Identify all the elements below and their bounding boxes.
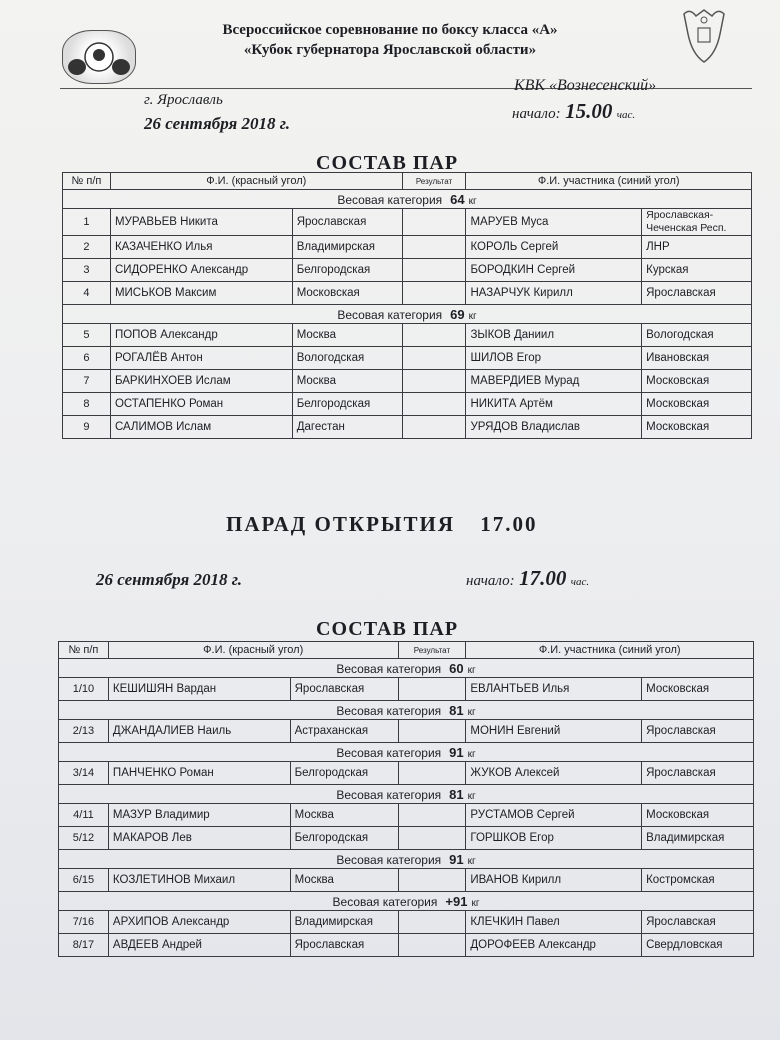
red-corner-region: Москва: [292, 370, 402, 393]
result-cell: [402, 236, 466, 259]
blue-corner-name: МАРУЕВ Муса: [466, 209, 642, 236]
red-corner-region: Ярославская: [292, 209, 402, 236]
session1-date: 26 сентября 2018 г.: [144, 114, 291, 133]
blue-corner-name: КЛЕЧКИН Павел: [466, 911, 642, 934]
table-row: [63, 236, 752, 259]
result-cell: [402, 416, 466, 439]
red-corner-name: ДЖАНДАЛИЕВ Наиль: [108, 720, 290, 743]
session1-start: [512, 99, 635, 124]
red-corner-name: МАКАРОВ Лев: [108, 827, 290, 850]
table-row: [59, 678, 754, 701]
weight-category-row: [59, 785, 754, 804]
result-cell: [402, 209, 466, 236]
weight-unit: кг: [467, 706, 476, 718]
weight-value: +91: [445, 893, 468, 909]
blue-corner-name: МОНИН Евгений: [466, 720, 642, 743]
result-cell: [398, 804, 466, 827]
red-corner-name: КАЗАЧЕНКО Илья: [110, 236, 292, 259]
red-corner-name: ПАНЧЕНКО Роман: [108, 762, 290, 785]
weight-value: 81: [449, 702, 464, 718]
pair-number: 8/17: [59, 934, 109, 957]
col-result-header: Результат: [402, 173, 466, 190]
blue-corner-name: МАВЕРДИЕВ Мурад: [466, 370, 642, 393]
red-corner-region: Москва: [292, 324, 402, 347]
red-corner-name: ПОПОВ Александр: [110, 324, 292, 347]
pair-number: 7: [63, 370, 111, 393]
blue-corner-name: ШИЛОВ Егор: [466, 347, 642, 370]
start-label: начало:: [512, 106, 561, 122]
table-header-row: [59, 642, 754, 659]
pair-number: 5/12: [59, 827, 109, 850]
pair-number: 4/11: [59, 804, 109, 827]
table-row: [59, 827, 754, 850]
blue-corner-region: Ярославская: [642, 911, 754, 934]
weight-category: [59, 743, 754, 762]
table-row: [59, 934, 754, 957]
result-cell: [398, 720, 466, 743]
weight-category: [63, 305, 752, 324]
col-result-header: Результат: [398, 642, 466, 659]
federation-logo-icon: [62, 30, 136, 84]
weight-label: Весовая категория: [336, 852, 442, 867]
red-corner-name: ОСТАПЕНКО Роман: [110, 393, 292, 416]
weight-label: Весовая категория: [336, 703, 442, 718]
pair-number: 8: [63, 393, 111, 416]
red-corner-region: Вологодская: [292, 347, 402, 370]
weight-value: 91: [449, 744, 464, 760]
pair-number: 5: [63, 324, 111, 347]
weight-unit: кг: [467, 748, 476, 760]
weight-label: Весовая категория: [336, 661, 442, 676]
weight-label: Весовая категория: [337, 307, 443, 322]
result-cell: [402, 370, 466, 393]
pairs-heading: СОСТАВ ПАР: [316, 152, 459, 174]
red-corner-name: КЕШИШЯН Вардан: [108, 678, 290, 701]
table-row: [63, 416, 752, 439]
col-num-header: № п/п: [63, 173, 111, 190]
weight-category: [59, 659, 754, 678]
start-time: 15.00: [565, 99, 613, 123]
weight-value: 64: [450, 191, 465, 207]
start-unit: час.: [616, 109, 636, 121]
result-cell: [398, 934, 466, 957]
blue-corner-name: ЗЫКОВ Даниил: [466, 324, 642, 347]
pairs-table-session2: [58, 641, 754, 957]
table-row: [63, 259, 752, 282]
red-corner-name: МИСЬКОВ Максим: [110, 282, 292, 305]
red-corner-region: Москва: [290, 804, 398, 827]
weight-unit: кг: [468, 310, 477, 322]
blue-corner-name: НАЗАРЧУК Кирилл: [466, 282, 642, 305]
table-row: [59, 762, 754, 785]
parade-time: 17.00: [480, 512, 538, 536]
red-corner-name: СИДОРЕНКО Александр: [110, 259, 292, 282]
blue-corner-name: ЕВЛАНТЬЕВ Илья: [466, 678, 642, 701]
document-title-line1: Всероссийское соревнование по боксу класса «А»: [222, 22, 558, 38]
weight-value: 60: [449, 660, 464, 676]
weight-category-row: [59, 659, 754, 678]
blue-corner-region: Вологодская: [642, 324, 752, 347]
blue-corner-region: Московская: [642, 804, 754, 827]
red-corner-name: КОЗЛЕТИНОВ Михаил: [108, 869, 290, 892]
blue-corner-name: НИКИТА Артём: [466, 393, 642, 416]
weight-value: 91: [449, 851, 464, 867]
col-blue-header: Ф.И. участника (синий угол): [466, 173, 752, 190]
weight-value: 81: [449, 786, 464, 802]
col-red-header: Ф.И. (красный угол): [110, 173, 402, 190]
weight-value: 69: [450, 306, 465, 322]
weight-label: Весовая категория: [337, 192, 443, 207]
pair-number: 9: [63, 416, 111, 439]
blue-corner-region: Ивановская: [642, 347, 752, 370]
weight-unit: кг: [471, 897, 480, 909]
red-corner-region: Дагестан: [292, 416, 402, 439]
pair-number: 6: [63, 347, 111, 370]
weight-category-row: [59, 743, 754, 762]
table-row: [63, 393, 752, 416]
weight-label: Весовая категория: [336, 787, 442, 802]
weight-category-row: [63, 190, 752, 209]
red-corner-region: Ярославская: [290, 678, 398, 701]
pair-number: 3/14: [59, 762, 109, 785]
blue-corner-name: РУСТАМОВ Сергей: [466, 804, 642, 827]
pair-number: 1: [63, 209, 111, 236]
red-corner-name: АРХИПОВ Александр: [108, 911, 290, 934]
red-corner-region: Владимирская: [290, 911, 398, 934]
blue-corner-name: ГОРШКОВ Егор: [466, 827, 642, 850]
pairs-table-session1: [62, 172, 752, 439]
weight-label: Весовая категория: [336, 745, 442, 760]
blue-corner-region: Ярославская: [642, 720, 754, 743]
red-corner-region: Белгородская: [290, 762, 398, 785]
pair-number: 2/13: [59, 720, 109, 743]
table-row: [63, 347, 752, 370]
weight-unit: кг: [467, 790, 476, 802]
blue-corner-name: ДОРОФЕЕВ Александр: [466, 934, 642, 957]
session2-date: 26 сентября 2018 г.: [96, 570, 243, 589]
result-cell: [398, 678, 466, 701]
table-row: [59, 911, 754, 934]
red-corner-region: Белгородская: [292, 393, 402, 416]
parade-title: ПАРАД ОТКРЫТИЯ: [226, 512, 456, 536]
red-corner-name: МУРАВЬЕВ Никита: [110, 209, 292, 236]
blue-corner-region: Московская: [642, 393, 752, 416]
result-cell: [398, 762, 466, 785]
weight-category: [59, 701, 754, 720]
red-corner-region: Астраханская: [290, 720, 398, 743]
pair-number: 2: [63, 236, 111, 259]
weight-label: Весовая категория: [332, 894, 438, 909]
blue-corner-region: Курская: [642, 259, 752, 282]
table-row: [59, 869, 754, 892]
blue-corner-name: КОРОЛЬ Сергей: [466, 236, 642, 259]
red-corner-region: Москва: [290, 869, 398, 892]
blue-corner-region: Ярославская-Чеченская Респ.: [642, 209, 752, 236]
red-corner-name: МАЗУР Владимир: [108, 804, 290, 827]
table-row: [59, 720, 754, 743]
blue-corner-region: Владимирская: [642, 827, 754, 850]
result-cell: [398, 911, 466, 934]
table-header-row: [63, 173, 752, 190]
weight-unit: кг: [467, 664, 476, 676]
result-cell: [402, 282, 466, 305]
red-corner-region: Московская: [292, 282, 402, 305]
weight-category: [63, 190, 752, 209]
result-cell: [398, 827, 466, 850]
blue-corner-name: ЖУКОВ Алексей: [466, 762, 642, 785]
weight-category-row: [63, 305, 752, 324]
red-corner-name: БАРКИНХОЕВ Ислам: [110, 370, 292, 393]
blue-corner-region: ЛНР: [642, 236, 752, 259]
red-corner-name: РОГАЛЁВ Антон: [110, 347, 292, 370]
pair-number: 7/16: [59, 911, 109, 934]
venue-label: КВК «Вознесенский»: [514, 77, 657, 94]
session2-start: [466, 566, 589, 591]
red-corner-region: Ярославская: [290, 934, 398, 957]
table-row: [63, 370, 752, 393]
blue-corner-region: Ярославская: [642, 282, 752, 305]
blue-corner-region: Московская: [642, 416, 752, 439]
blue-corner-name: БОРОДКИН Сергей: [466, 259, 642, 282]
pair-number: 6/15: [59, 869, 109, 892]
start-label: начало:: [466, 573, 515, 589]
weight-category-row: [59, 892, 754, 911]
pair-number: 4: [63, 282, 111, 305]
result-cell: [398, 869, 466, 892]
red-corner-region: Владимирская: [292, 236, 402, 259]
table-row: [59, 804, 754, 827]
red-corner-name: АВДЕЕВ Андрей: [108, 934, 290, 957]
result-cell: [402, 259, 466, 282]
weight-category-row: [59, 850, 754, 869]
blue-corner-region: Ярославская: [642, 762, 754, 785]
red-corner-region: Белгородская: [290, 827, 398, 850]
pairs-heading-2: СОСТАВ ПАР: [316, 618, 459, 640]
coat-of-arms-icon: [676, 4, 732, 66]
blue-corner-region: Московская: [642, 370, 752, 393]
blue-corner-region: Московская: [642, 678, 754, 701]
pair-number: 3: [63, 259, 111, 282]
weight-unit: кг: [468, 195, 477, 207]
blue-corner-region: Свердловская: [642, 934, 754, 957]
table-row: [63, 282, 752, 305]
weight-category-row: [59, 701, 754, 720]
weight-category: [59, 850, 754, 869]
result-cell: [402, 393, 466, 416]
weight-unit: кг: [467, 855, 476, 867]
col-red-header: Ф.И. (красный угол): [108, 642, 398, 659]
result-cell: [402, 324, 466, 347]
parade-heading: [226, 512, 538, 537]
city-label: г. Ярославль: [144, 92, 223, 108]
weight-category: [59, 785, 754, 804]
table-row: [63, 209, 752, 236]
col-num-header: № п/п: [59, 642, 109, 659]
document-title-line2: «Кубок губернатора Ярославской области»: [243, 42, 537, 58]
red-corner-region: Белгородская: [292, 259, 402, 282]
result-cell: [402, 347, 466, 370]
start-unit: час.: [570, 576, 590, 588]
pair-number: 1/10: [59, 678, 109, 701]
blue-corner-region: Костромская: [642, 869, 754, 892]
blue-corner-name: ИВАНОВ Кирилл: [466, 869, 642, 892]
blue-corner-name: УРЯДОВ Владислав: [466, 416, 642, 439]
table-row: [63, 324, 752, 347]
start-time: 17.00: [519, 566, 567, 590]
weight-category: [59, 892, 754, 911]
col-blue-header: Ф.И. участника (синий угол): [466, 642, 754, 659]
red-corner-name: САЛИМОВ Ислам: [110, 416, 292, 439]
